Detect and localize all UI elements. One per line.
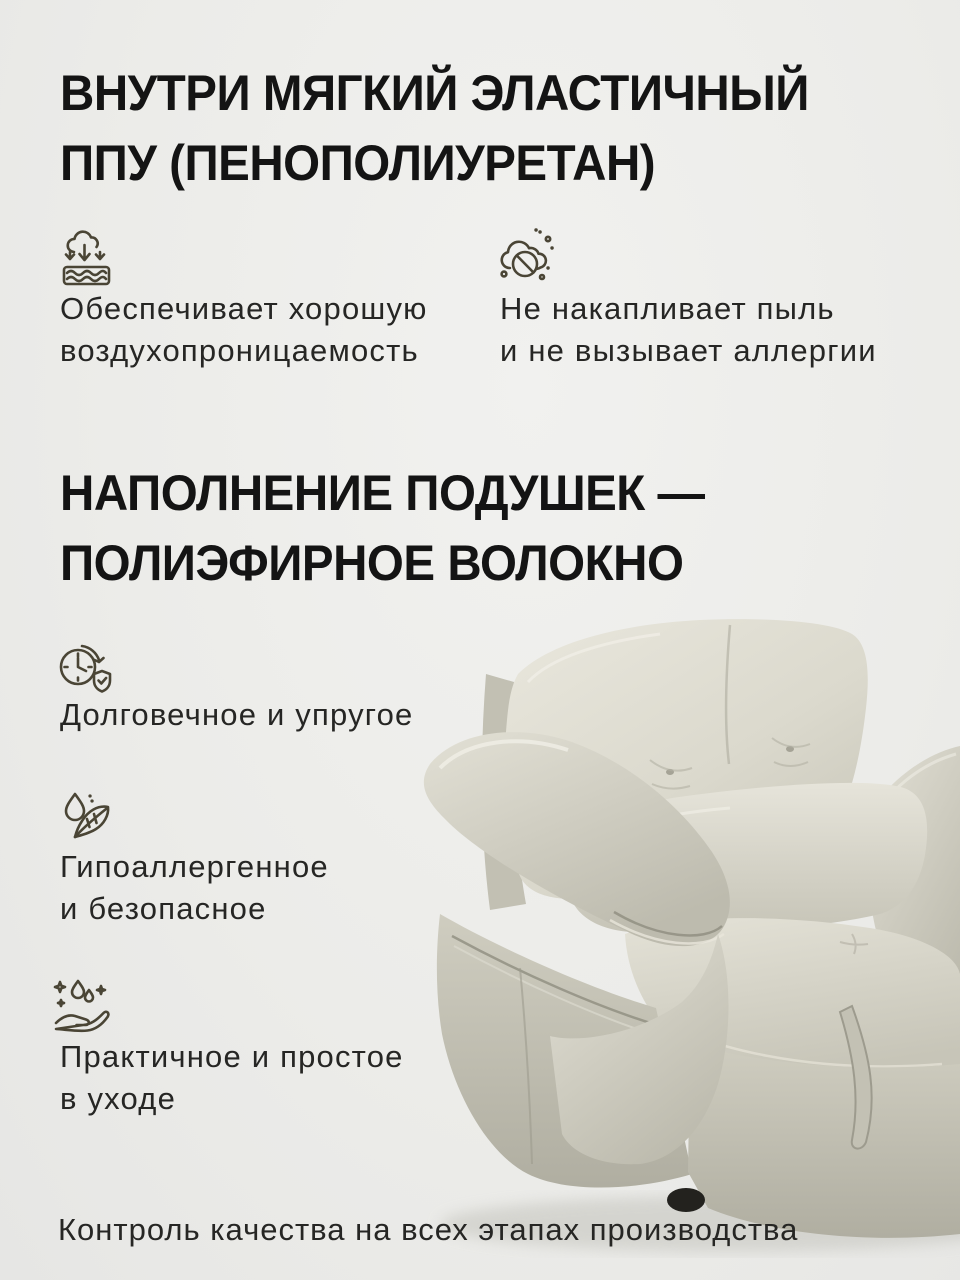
section2-title [60, 458, 738, 598]
section1-title [60, 58, 848, 198]
feature-hypoallergenic-text [60, 846, 329, 930]
durability-icon [52, 636, 116, 700]
feature-hypoallergenic-line1: Гипоаллергенное [60, 849, 329, 884]
section2-title-line1: НАПОЛНЕНИЕ ПОДУШЕК — [60, 465, 705, 521]
feature-breathability-line1: Обеспечивает хорошую [60, 291, 428, 326]
section2-title-line2: ПОЛИЭФИРНОЕ ВОЛОКНО [60, 535, 684, 591]
armchair-photo [400, 612, 960, 1280]
hypoallergenic-icon [54, 786, 118, 850]
feature-no-dust-text [500, 288, 877, 372]
feature-breathability-line2: воздухопроницаемость [60, 333, 419, 368]
breathability-icon [55, 230, 119, 294]
feature-no-dust-line2: и не вызывает аллергии [500, 333, 877, 368]
feature-easy-care-line2: в уходе [60, 1081, 177, 1116]
feature-no-dust-line1: Не накапливает пыль [500, 291, 835, 326]
feature-durability-line1: Долговечное и упругое [60, 697, 414, 732]
section1-title-line1: ВНУТРИ МЯГКИЙ ЭЛАСТИЧНЫЙ [60, 65, 809, 121]
easy-care-icon [48, 973, 112, 1037]
quality-note: Контроль качества на всех этапах производства [58, 1212, 799, 1247]
feature-durability-text [60, 694, 413, 736]
section1-title-line2: ППУ (ПЕНОПОЛИУРЕТАН) [60, 135, 656, 191]
feature-easy-care-line1: Практичное и простое [60, 1039, 404, 1074]
armchair-illustration [400, 612, 960, 1280]
no-dust-icon [496, 226, 560, 290]
chair-foot [667, 1188, 705, 1212]
feature-hypoallergenic-line2: и безопасное [60, 891, 267, 926]
feature-breathability-text [60, 288, 428, 372]
feature-easy-care-text [60, 1036, 404, 1120]
